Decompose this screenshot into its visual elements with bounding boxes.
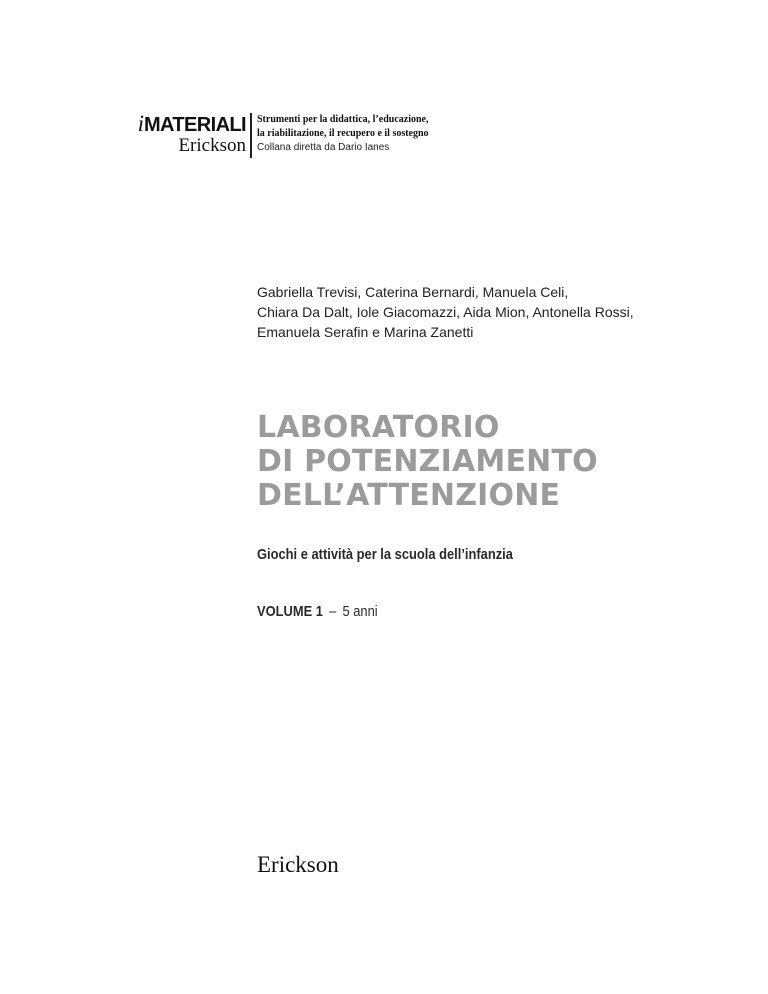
authors-line1: Gabriella Trevisi, Caterina Bernardi, Manuela Celi, [257,284,569,300]
series-tagline-line2: la riabilitazione, il recupero e il sostegno [257,128,429,139]
authors-line2: Chiara Da Dalt, Iole Giacomazzi, Aida Mion, Antonella Rossi, [257,304,634,320]
series-logo-name: MATERIALI [144,114,246,136]
series-publisher-mark: Erickson [178,135,246,156]
book-title-line3: DELL’ATTENZIONE [257,478,561,513]
series-description [257,113,497,155]
series-divider [250,113,252,158]
series-logo [118,112,246,158]
series-editor: Collana diretta da Dario Ianes [257,142,390,153]
authors-block [257,282,677,342]
volume-age: 5 anni [342,603,378,620]
book-title-line1: LABORATORIO [257,410,500,445]
book-subtitle: Giochi e attività per la scuola dell’infanzia [257,546,513,563]
book-title [257,411,677,513]
series-tagline-line1: Strumenti per la didattica, l’educazione, [257,114,429,125]
volume-dash: – [329,603,337,620]
volume-info [257,602,378,622]
book-title-line2: DI POTENZIAMENTO [257,444,598,479]
volume-label: VOLUME 1 [257,603,323,620]
series-logo-prefix: i [137,111,144,136]
authors-line3: Emanuela Serafin e Marina Zanetti [257,324,474,340]
series-logo-wordmark [138,112,246,136]
publisher-name: Erickson [257,852,339,877]
